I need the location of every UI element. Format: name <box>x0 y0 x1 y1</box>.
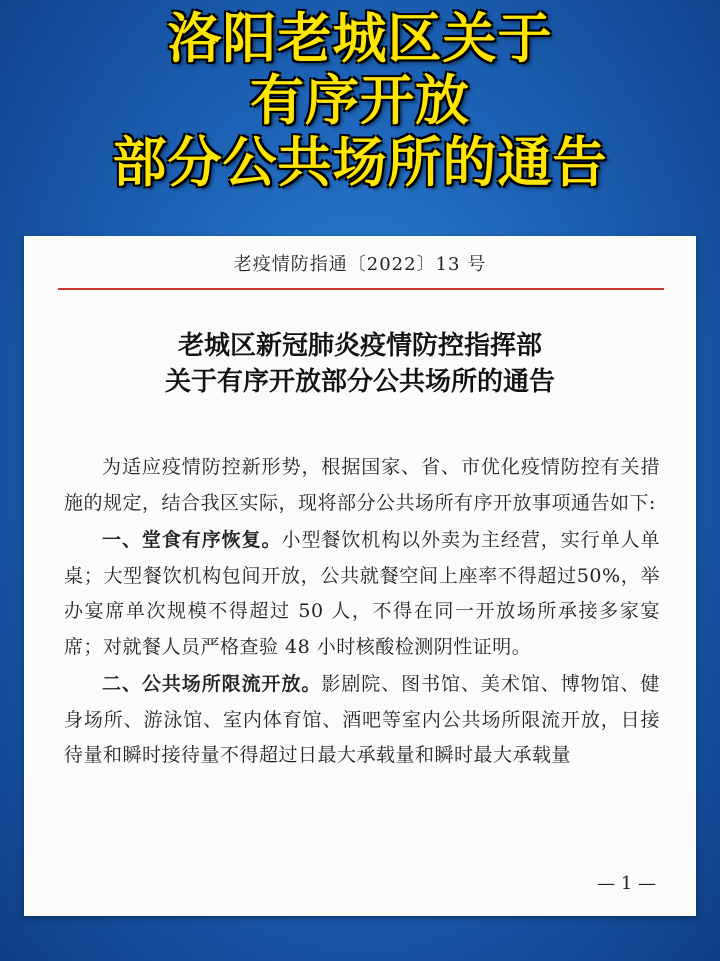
section-heading-2: 二、公共场所限流开放。 <box>102 673 322 695</box>
headline <box>0 8 720 194</box>
red-divider <box>58 288 664 290</box>
section-heading-1: 一、堂食有序恢复。 <box>102 529 282 551</box>
headline-line-2: 有序开放 <box>250 69 470 132</box>
document-body <box>64 450 660 774</box>
section-text-2: 影剧院、图书馆、美术馆、博物馆、健身场所、游泳馆、室内体育馆、酒吧等室内公共场所限流开放，日接待量和瞬时接待量不得超过日最大承载量和瞬时最大承载量 <box>64 673 660 766</box>
document-page <box>24 236 696 916</box>
section-text-1: 小型餐饮机构以外卖为主经营，实行单人单桌；大型餐饮机构包间开放，公共就餐空间上座率不得超过50%，举办宴席单次规模不得超过 50 人，不得在同一开放场所承接多家宴席；对就餐人员严格查验 48 小时核酸检测阴性证明。 <box>64 529 660 658</box>
headline-line-1: 洛阳老城区关于 <box>167 7 553 70</box>
section-paragraph-1 <box>64 523 660 665</box>
document-title-line-2: 关于有序开放部分公共场所的通告 <box>164 367 555 397</box>
document-title-line-1: 老城区新冠肺炎疫情防控指挥部 <box>177 331 542 361</box>
document-title <box>24 328 696 400</box>
page-number: — 1 — <box>597 873 656 894</box>
headline-line-3: 部分公共场所的通告 <box>112 131 608 194</box>
section-paragraph-2 <box>64 667 660 774</box>
document-number: 老疫情防指通〔2022〕13 号 <box>233 254 487 275</box>
intro-paragraph: 为适应疫情防控新形势，根据国家、省、市优化疫情防控有关措施的规定，结合我区实际，现将部分公共场所有序开放事项通告如下: <box>64 456 660 514</box>
